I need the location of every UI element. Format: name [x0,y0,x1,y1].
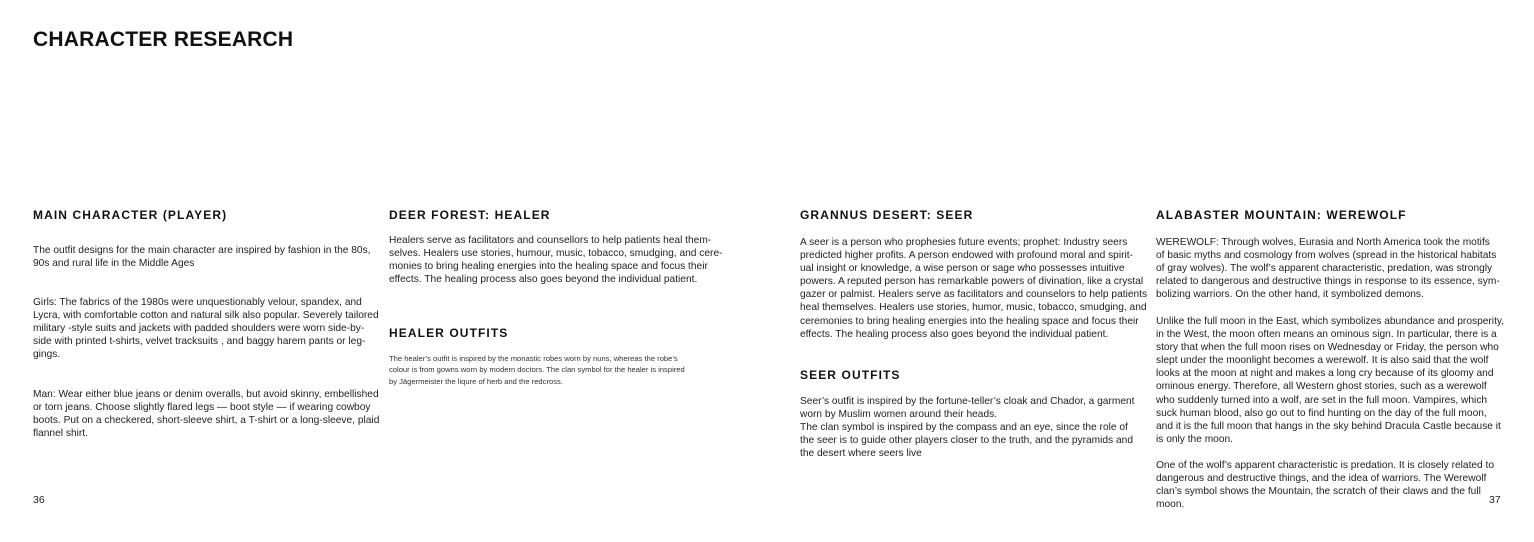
text-line: flannel shirt. [33,428,88,440]
seer-heading: GRANNUS DESERT: SEER [800,208,974,222]
text-line: Unlike the full moon in the East, which symbolizes abundance and prosperity, [1156,316,1505,327]
text-line: Seer’s outfit is inspired by the fortune-teller’s cloak and Chador, a garment [800,396,1135,407]
werewolf-heading: ALABASTER MOUNTAIN: WEREWOLF [1156,208,1407,222]
text-line: ual insight or knowledge, a wise person or sage who possesses intuitive [800,263,1125,275]
text-line: slept under the moonlight becomes a werewolf. It is also said that the wolf [1156,355,1489,367]
text-line: One of the wolf’s apparent characteristic is predation. It is closely related to [1156,460,1495,471]
werewolf-paragraph-3 [1156,459,1494,511]
text-line: gazer or palmist. Healers serve as facilitators and counselors to help patients [800,289,1148,301]
text-line: Lycra, with comfortable cotton and natural silk also popular. Severely tailored [33,310,379,322]
page-number-right: 37 [1489,494,1501,506]
text-line: by Jägermeister the liqure of herb and the redcross. [389,376,563,386]
werewolf-paragraph-1 [1156,236,1500,301]
text-line: or torn jeans. Choose slightly flared legs — boot style — if wearing cowboy [33,402,371,414]
werewolf-paragraph-2 [1156,315,1504,446]
text-line: Man: Wear either blue jeans or denim overalls, but avoid skinny, embellished [33,389,379,400]
healer-heading: DEER FOREST: HEALER [389,208,551,222]
main-character-man-text [33,388,379,440]
text-line: ominous energy. Therefore, all Western ghost stories, such as a werewolf [1156,381,1487,393]
text-line: who suddenly turned into a wolf, are set in the full moon. Vampires, which [1156,394,1488,406]
text-line: suck human blood, also go out to find hunting on the day of the full moon, [1156,407,1487,419]
text-line: selves. Healers use stories, humour, music, tobacco, smudging, and cere- [389,248,723,260]
text-line: powers. A reputed person has remarkable powers of divination, like a crystal [800,276,1144,288]
text-line: A seer is a person who prophesies future events; prophet: Industry seers [800,237,1128,248]
text-line: heal themselves. Healers use stories, humor, music, tobacco, smudging, and [800,302,1147,314]
text-line: the seer is to guide other players closer to the truth, and the pyramids and [800,435,1133,447]
text-line: and it is the full moon that hangs in the sky behind Dracula Castle because it [1156,420,1501,432]
text-line: side with printed t-shirts, velvet tracksuits , and baggy harem pants or leg- [33,336,366,348]
text-line: gings. [33,349,61,361]
main-character-girls-text [33,296,379,361]
seer-outfits-body [800,395,1135,460]
text-line: colour is from gowns worn by modern doctors. The clan symbol for the healer is inspired [389,365,685,375]
text-line: related to dangerous and destructive things in response to its essence, sym- [1156,276,1500,288]
text-line: The healer’s outfit is inspired by the monastic robes worn by nuns, whereas the robe’s [389,354,678,363]
text-line: of gray wolves). The wolf’s apparent characteristic, predation, was strongly [1156,263,1493,275]
text-line: clan’s symbol shows the Mountain, the scratch of their claws and the full [1156,486,1481,498]
text-line: WEREWOLF: Through wolves, Eurasia and North America took the motifs [1156,237,1490,248]
text-line: Healers serve as facilitators and counsellors to help patients heal them- [389,235,712,246]
text-line: effects. The healing process also goes beyond the individual patient. [389,274,698,286]
text-line: dangerous and destructive things, and the idea of warriors. The Werewolf [1156,473,1487,485]
text-line: worn by Muslim women around their heads. [800,409,998,421]
text-line: military -style suits and jackets with padded shoulders were worn side-by- [33,323,365,335]
text-line: monies to bring healing energies into the healing space and focus their [389,261,708,273]
text-line: the desert where seers live [800,448,922,460]
text-line: ceremonies to bring healing energies into the healing space and focus their [800,315,1139,327]
text-line: story that when the full moon rises on Wednesday or Friday, the person who [1156,342,1499,354]
healer-outfits-heading: HEALER OUTFITS [389,326,509,340]
text-line: moon. [1156,499,1185,511]
page-number-left: 36 [33,494,45,506]
seer-body [800,236,1147,341]
text-line: bolizing warriors. On the other hand, it symbolized demons. [1156,289,1424,301]
text-line: 90s and rural life in the Middle Ages [33,258,195,270]
main-character-heading: MAIN CHARACTER (PLAYER) [33,208,228,222]
text-line: predicted higher profits. A person endowed with profound moral and spirit- [800,250,1133,262]
text-line: effects. The healing process also goes beyond the individual patient. [800,328,1109,340]
text-line: Girls: The fabrics of the 1980s were unquestionably velour, spandex, and [33,297,362,308]
text-line: is only the moon. [1156,433,1234,445]
healer-body [389,234,723,286]
healer-outfits-body [389,353,685,387]
text-line: The clan symbol is inspired by the compass and an eye, since the role of [800,422,1128,434]
main-character-intro [33,244,371,270]
text-line: in the West, the moon often means an ominous sign. In particular, there is a [1156,329,1497,341]
text-line: of basic myths and cosmology from wolves (spread in the historical habitats [1156,250,1497,262]
text-line: boots. Put on a checkered, short-sleeve shirt, a T-shirt or a long-sleeve, plaid [33,415,380,427]
page-title: CHARACTER RESEARCH [33,28,294,51]
text-line: looks at the moon at night and makes a long cry because of its gloomy and [1156,368,1494,380]
text-line: The outfit designs for the main character are inspired by fashion in the 80s, [33,245,371,256]
seer-outfits-heading: SEER OUTFITS [800,368,901,382]
